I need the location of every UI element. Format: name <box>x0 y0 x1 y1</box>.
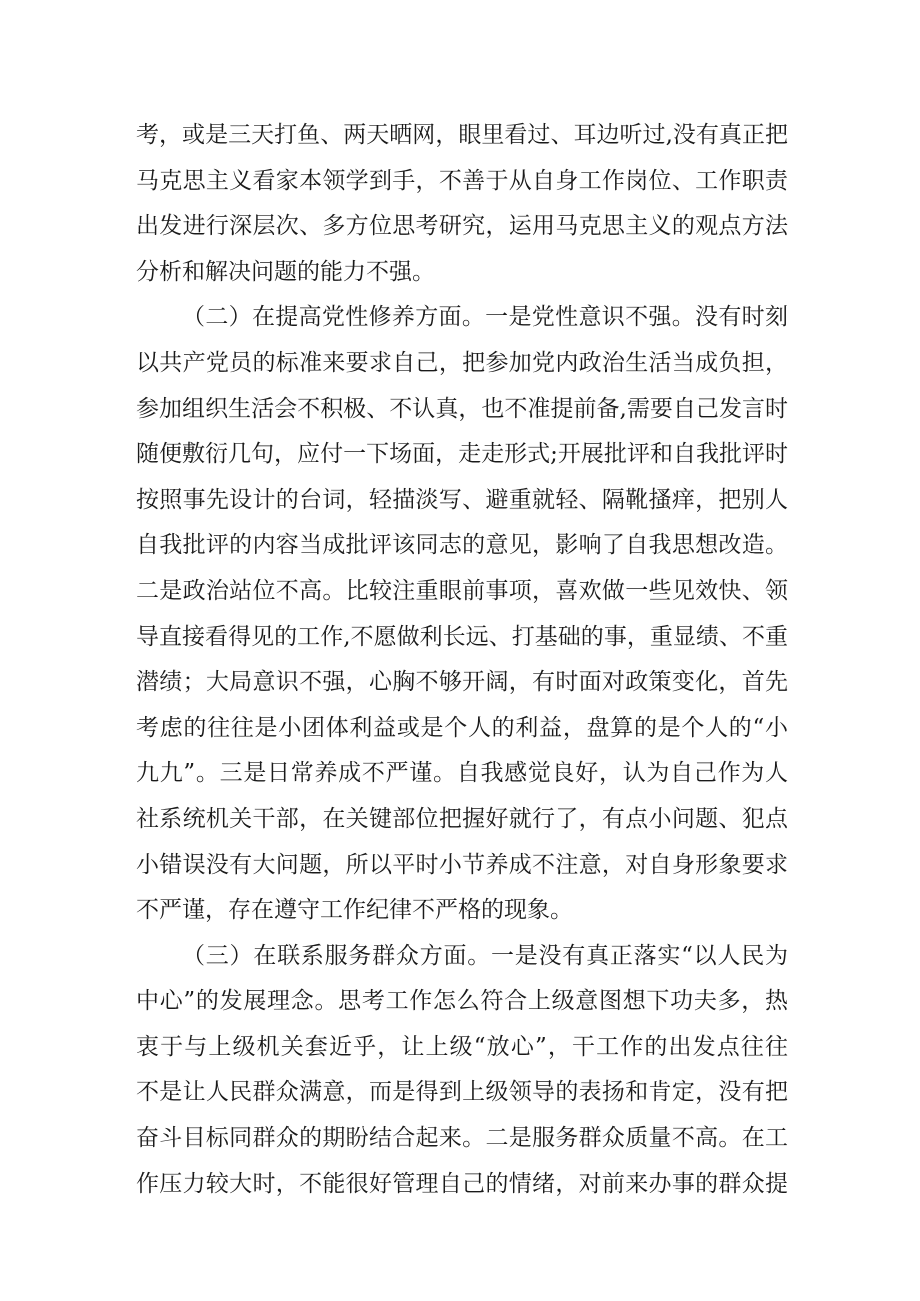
text-line: 中心”的发展理念。思考工作怎么符合上级意图想下功夫多，热 <box>136 988 788 1015</box>
text-line: 奋斗目标同群众的期盼结合起来。二是服务群众质量不高。在工 <box>136 1125 788 1152</box>
text-line: 马克思主义看家本领学到手，不善于从自身工作岗位、工作职责 <box>136 167 788 194</box>
text-line: （二）在提高党性修养方面。一是党性意识不强。没有时刻 <box>182 304 788 331</box>
text-line: 导直接看得见的工作,不愿做利长远、打基础的事，重显绩、不重 <box>136 623 788 650</box>
text-line: 潜绩；大局意识不强，心胸不够开阔，有时面对政策变化，首先 <box>136 669 788 696</box>
text-line: 参加组织生活会不积极、不认真，也不准提前备,需要自己发言时 <box>136 395 788 422</box>
text-line: 随便敷衍几句，应付一下场面，走走形式;开展批评和自我批评时 <box>136 441 788 468</box>
text-line: 不是让人民群众满意，而是得到上级领导的表扬和肯定，没有把 <box>136 1079 788 1106</box>
text-line: 考，或是三天打鱼、两天晒网，眼里看过、耳边听过,没有真正把 <box>136 122 788 148</box>
text-line: 以共产党员的标准来要求自己，把参加党内政治生活当成负担， <box>136 349 788 376</box>
text-line: 分析和解决问题的能力不强。 <box>136 258 435 285</box>
text-line: 出发进行深层次、多方位思考研究，运用马克思主义的观点方法 <box>136 213 788 240</box>
text-line: 自我批评的内容当成批评该同志的意见，影响了自我思想改造。 <box>136 532 788 559</box>
text-line: 社系统机关干部，在关键部位把握好就行了，有点小问题、犯点 <box>136 805 788 832</box>
text-line: 作压力较大时，不能很好管理自己的情绪，对前来办事的群众提 <box>136 1170 788 1197</box>
document-body <box>136 113 788 1207</box>
text-line: 衷于与上级机关套近乎，让上级“放心”，干工作的出发点往往 <box>136 1033 788 1060</box>
text-line: 二是政治站位不高。比较注重眼前事项，喜欢做一些见效快、领 <box>136 577 788 604</box>
text-line: 不严谨，存在遵守工作纪律不严格的现象。 <box>136 897 573 924</box>
text-line: 小错误没有大问题，所以平时小节养成不注意，对自身形象要求 <box>136 851 788 878</box>
text-line: 九九”。三是日常养成不严谨。自我感觉良好，认为自己作为人 <box>136 760 788 787</box>
text-line: 按照事先设计的台词，轻描淡写、避重就轻、隔靴搔痒，把别人 <box>136 486 788 513</box>
text-line: 考虑的往往是小团体利益或是个人的利益，盘算的是个人的“小 <box>136 714 788 741</box>
text-line: （三）在联系服务群众方面。一是没有真正落实“以人民为 <box>182 942 788 969</box>
